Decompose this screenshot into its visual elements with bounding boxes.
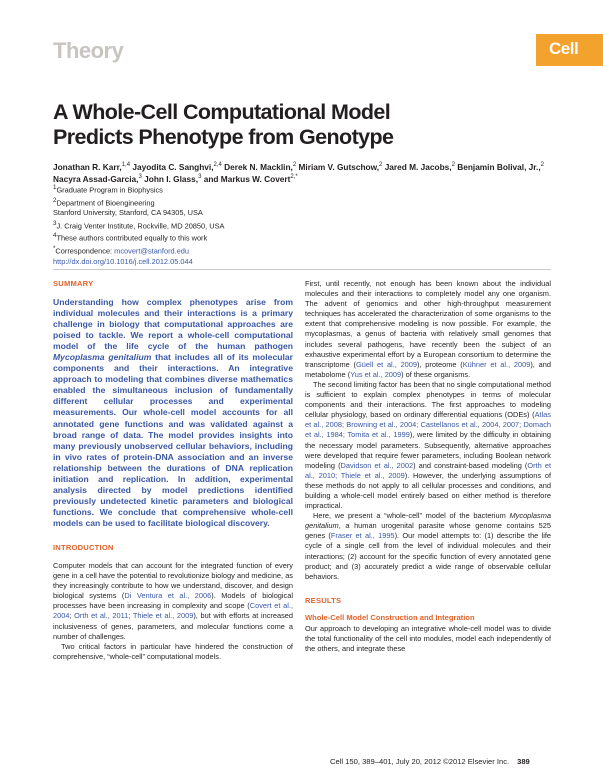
citation-link[interactable]: Atlas et al., 2008; Browning et al., 2004; Castellanos et al., 2004, 2007; Domach et al., 1984; Tomita et al., 1999 <box>305 410 551 440</box>
author-affil-sup: 3 <box>198 174 202 181</box>
citation-link[interactable]: Covert et al., 2004; Orth et al., 2011; Thiele et al., 2009 <box>53 601 293 621</box>
author-affil-sup: 2 <box>540 162 545 168</box>
corr-email-link[interactable]: mcovert@stanford.edu <box>114 246 190 256</box>
summary-part: Understanding how complex phenotypes arise from individual molecules and their interactions is a primary challenge in biology that computational approaches are poised to tackle. We report a whole-cell computational model of the life cycle of the human pathogen <box>53 297 293 352</box>
summary-text <box>53 297 293 529</box>
intro-paragraph-1 <box>53 561 293 642</box>
text-run: First, until recently, not enough has been known about the individual molecules and their interactions to completely model any one organism. The advent of genomics and other high-throughput measurement techniques has accelerated the characterization of some organisms to the extent that comprehensive modeling is now possible. For example, the mycoplasmas, a genus of bacteria with relatively small genomes that includes several pathogens, have recently been the subject of an exhaustive experimental effort by a European consortium to determine the transcriptome ( <box>305 279 551 369</box>
affil-text: J. Craig Venter Institute, Rockville, MD 20850, USA <box>56 221 225 231</box>
affil-sup: 3 <box>53 219 57 227</box>
author-affil-sup: 2,4 <box>213 162 222 168</box>
author-affil-sup: 2 <box>379 162 383 168</box>
text-run: , a human urogenital parasite whose genome contains 525 genes ( <box>305 521 551 541</box>
text-run: Computer models that can account for the integrated function of every gene in a cell have the potential to revolutionize biology and medicine, as they increasingly contribute to how we understand, discover, and design biological systems ( <box>53 560 293 601</box>
right-column <box>305 279 551 654</box>
affiliations <box>53 183 553 267</box>
author-name: Benjamin Bolival, Jr., <box>454 161 541 172</box>
citation-link[interactable]: Davidson et al., 2002 <box>340 460 414 470</box>
author-name: John I. Glass, <box>141 174 199 185</box>
left-column <box>53 279 293 662</box>
text-run: ) and constraint-based modeling ( <box>413 460 528 470</box>
text-run: The second limiting factor has been that no single computational method is sufficient to explain complex phenotypes in terms of molecular components and their interactions. The first approaches to modeling cellular physiology, based on ordinary differential equations (ODEs) ( <box>305 379 551 420</box>
author-list <box>53 160 553 185</box>
author-affil-sup: 2 <box>292 162 297 168</box>
organism-name: Mycoplasma genitalium <box>305 511 551 531</box>
journal-logo-text: Cell <box>549 39 579 58</box>
author-name: Jared M. Jacobs, <box>382 161 452 172</box>
results-subheading: Whole-Cell Model Construction and Integration <box>305 612 475 622</box>
author-name: Miriam V. Gutschow, <box>296 161 380 172</box>
affil-text: Department of Bioengineering <box>56 198 155 208</box>
text-run: ). Models of biological processes have been increasing in complexity and scope ( <box>53 591 294 611</box>
results-heading: RESULTS <box>305 595 342 605</box>
introduction-heading: INTRODUCTION <box>53 542 114 552</box>
intro-paragraph-2: Two critical factors in particular have hindered the construction of comprehensive, “whole-cell” computational models. <box>53 641 293 661</box>
section-label: Theory <box>53 38 124 63</box>
citation-link[interactable]: Di Ventura et al., 2006 <box>124 591 212 601</box>
summary-part: that includes all of its molecular components and their interactions. An integrative approach to modeling that combines diverse mathematics enabled the simultaneous inclusion of fundamentally different cellular processes and experimental measurements. Our whole-cell model accounts for all annotated gene functions and was validated against a broad range of data. The model provides insights into many previously unobserved cellular behaviors, including in vivo rates of protein-DNA association and an inverse relationship between the durations of DNA replication initiation and replication. In addition, experimental analysis directed by model predictions identified previously undetected kinetic parameters and biological functions. We conclude that comprehensive whole-cell models can be used to facilitate biological discovery. <box>53 352 294 528</box>
right-paragraph-1 <box>305 279 551 380</box>
affiliation-4 <box>53 231 553 244</box>
author-affil-sup: 1,4 <box>121 162 131 168</box>
page-number: 389 <box>517 757 530 766</box>
title-line-2: Predicts Phenotype from Genotype <box>53 125 394 149</box>
affil-sup: 4 <box>53 232 57 240</box>
affiliation-1 <box>53 183 553 196</box>
article-title <box>53 100 553 150</box>
text-run: ) of these organisms. <box>401 369 471 379</box>
text-run: ), proteome ( <box>417 359 463 369</box>
results-paragraph-1: Our approach to developing an integrative whole-cell model was to divide the total functionality of the cell into modules, model each independently of the others, and integrate these <box>305 623 551 653</box>
affiliation-2 <box>53 196 553 209</box>
summary-heading: SUMMARY <box>53 279 94 288</box>
doi-link[interactable]: http://dx.doi.org/10.1016/j.cell.2012.05.044 <box>53 256 193 266</box>
summary-organism: Mycoplasma genitalium <box>53 352 152 363</box>
footer-citation: Cell 150, 389–401, July 20, 2012 ©2012 Elsevier Inc. <box>330 757 510 766</box>
text-run: ), and metabolome ( <box>305 359 551 379</box>
affil-sup: 1 <box>53 184 57 191</box>
author-affil-sup: 3 <box>138 174 142 181</box>
right-paragraph-2 <box>305 380 551 511</box>
affiliation-3 <box>53 219 553 232</box>
text-run: ). Our model attempts to: (1) describe the life cycle of a single cell from the level of individual molecules and their interactions; (2) account for the specific function of every annotated gene product; and (3) accurately predict a wide range of observable cellular behaviors. <box>305 531 552 581</box>
citation-link[interactable]: Yus et al., 2009 <box>350 369 402 379</box>
page-footer <box>330 757 530 766</box>
corr-sup: * <box>53 244 56 252</box>
author-name: Nacyra Assad-Garcia, <box>53 174 139 185</box>
author-name: Jonathan R. Karr, <box>53 161 122 172</box>
citation-link[interactable]: Orth et al., 2010; Thiele et al., 2009 <box>305 460 552 480</box>
corr-label: Correspondence: <box>55 246 115 256</box>
affiliation-2b: Stanford University, Stanford, CA 94305, USA <box>53 208 203 218</box>
right-paragraph-3 <box>305 511 551 582</box>
author-name: Jayodita C. Sanghvi, <box>130 161 214 172</box>
divider <box>53 269 551 270</box>
author-name: Derek N. Macklin, <box>221 161 293 172</box>
text-run: Here, we present a “whole-cell” model of the bacterium <box>313 511 510 521</box>
affil-text: These authors contributed equally to this work <box>56 233 208 243</box>
text-run: ), but with efforts at increased inclusiveness of genes, parameters, and molecular functions come a number of challenges. <box>53 611 293 641</box>
citation-link[interactable]: Fraser et al., 1995 <box>330 531 395 541</box>
correspondence <box>53 244 553 257</box>
citation-link[interactable]: Güell et al., 2009 <box>356 359 418 369</box>
title-line-1: A Whole-Cell Computational Model <box>53 100 391 124</box>
affil-sup: 2 <box>53 196 57 204</box>
author-affil-sup: 2 <box>451 162 455 168</box>
affil-text: Graduate Program in Biophysics <box>56 185 163 195</box>
citation-link[interactable]: Kühner et al., 2009 <box>462 359 531 369</box>
text-run: ), were limited by the difficulty in obtaining the necessary model parameters. Subsequently, alternative approaches were developed that require fewer parameters, including Boolean network modeling ( <box>305 430 551 470</box>
author-name: and Markus W. Covert <box>201 174 291 185</box>
author-affil-sup: 2,* <box>290 174 298 181</box>
text-run: ). However, the underlying assumptions of these methods do not apply to all cellular processes and conditions, and building a whole-cell model entirely based on either method is therefore impractical. <box>305 470 551 511</box>
